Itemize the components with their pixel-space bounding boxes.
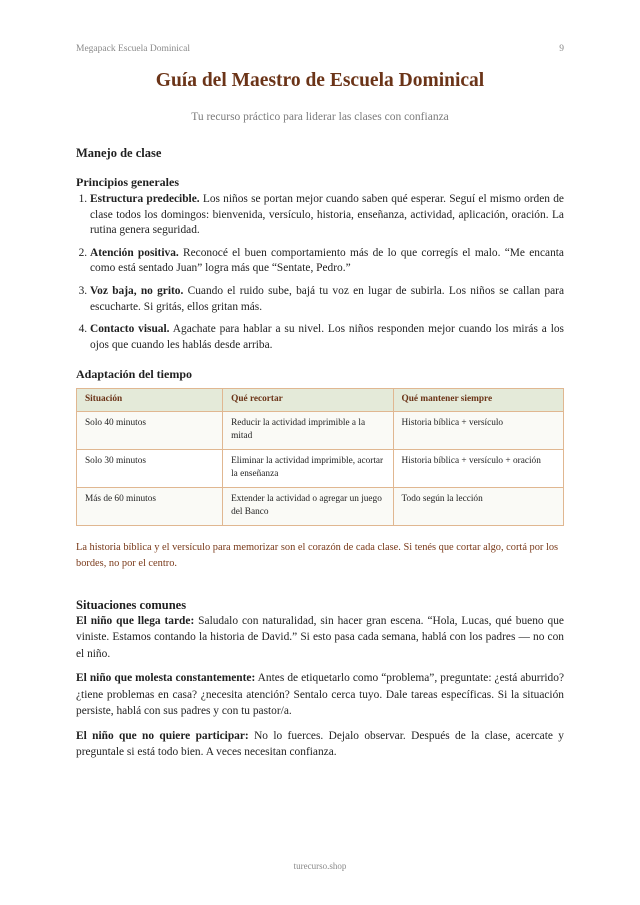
section-heading-manejo: Manejo de clase [76,146,162,160]
situation-paragraph [76,613,564,663]
table-cell: Historia bíblica + versículo + oración [393,449,563,487]
situation-text: Antes de etiquetarlo como “problema”, preguntate: ¿está aburrido? ¿tiene problemas en casa? ¿necesita atención? Sentalo cerca tuyo. Dale tareas específicas. Si la situación persiste, hablá con sus padres y con tu pastor/a. [76,672,564,718]
column-header: Qué mantener siempre [393,389,563,412]
column-header: Qué recortar [223,389,393,412]
situation-paragraph [76,670,564,720]
situation-text: No lo fuerces. Dejalo observar. Después de la clase, acercate y preguntale si está todo bien. A veces necesitan confianza. [76,729,564,759]
table-row [77,449,564,487]
situation-label: El niño que molesta constantemente: [76,672,256,685]
list-item-bold: Atención positiva. [90,246,179,259]
situation-paragraph [76,728,564,761]
list-item-text: Los niños se portan mejor cuando saben qué esperar. Seguí el mismo orden de clase todos los domingos: bienvenida, versículo, historia, enseñanza, actividad, aplicación, oración. La rutina genera seguridad. [90,193,564,237]
running-title: Megapack Escuela Dominical [76,44,190,54]
section-heading-situaciones: Situaciones comunes [76,597,187,612]
column-header: Situación [77,389,223,412]
running-header [76,44,564,54]
main-content [76,146,564,769]
table-cell: Más de 60 minutos [77,487,223,525]
list-item-text: Cuando el ruido sube, bajá tu voz en lugar de subirla. Los niños se callan para escucharte. Si gritás, ellos gritan más. [90,284,564,313]
situation-label: El niño que no quiere participar: [76,729,249,742]
list-item-text: Agachate para hablar a su nivel. Los niños responden mejor cuando los mirás a los ojos que cuando les hablás desde arriba. [90,323,564,351]
list-item-bold: Contacto visual. [90,323,170,336]
time-adaptation-table [76,388,564,526]
list-item-bold: Voz baja, no grito. [90,284,184,297]
list-item [90,246,564,277]
table-header-row [77,389,564,412]
list-item [90,322,564,353]
table-cell: Historia bíblica + versículo [393,411,563,449]
table-cell: Solo 30 minutos [77,449,223,487]
list-item [90,192,564,239]
table-cell: Eliminar la actividad imprimible, acortar la enseñanza [223,449,393,487]
situation-label: El niño que llega tarde: [76,614,195,627]
table-cell: Extender la actividad o agregar un juego del Banco [223,487,393,525]
table-cell: Solo 40 minutos [77,411,223,449]
list-item [90,284,564,315]
table-row [77,487,564,525]
page-subtitle: Tu recurso práctico para liderar las clases con confianza [191,111,449,123]
table-cell: Reducir la actividad imprimible a la mitad [223,411,393,449]
page-number: 9 [559,44,564,54]
subheading-principios: Principios generales [76,175,179,189]
list-item-text: Reconocé el buen comportamiento más de lo que corregís el malo. “Me encanta como está sentado Juan” logra más que “Sentate, Pedro.” [90,246,564,275]
table-cell: Todo según la lección [393,487,563,525]
page-footer: turecurso.shop [293,861,347,871]
list-item-bold: Estructura predecible. [90,193,200,205]
tip-note: La historia bíblica y el versículo para memorizar son el corazón de cada clase. Si tenés que cortar algo, cortá por los bordes, no por el centro. [76,541,559,569]
page-title: Guía del Maestro de Escuela Dominical [155,70,485,91]
situation-text: Saludalo con naturalidad, sin hacer gran escena. “Hola, Lucas, qué bueno que viniste. Estamos contando la historia de David.” Si esto pasa cada semana, hablá con los padres — no con el niño. [76,614,564,660]
principles-list [76,192,564,353]
table-row [77,411,564,449]
subheading-adaptacion: Adaptación del tiempo [76,367,193,382]
